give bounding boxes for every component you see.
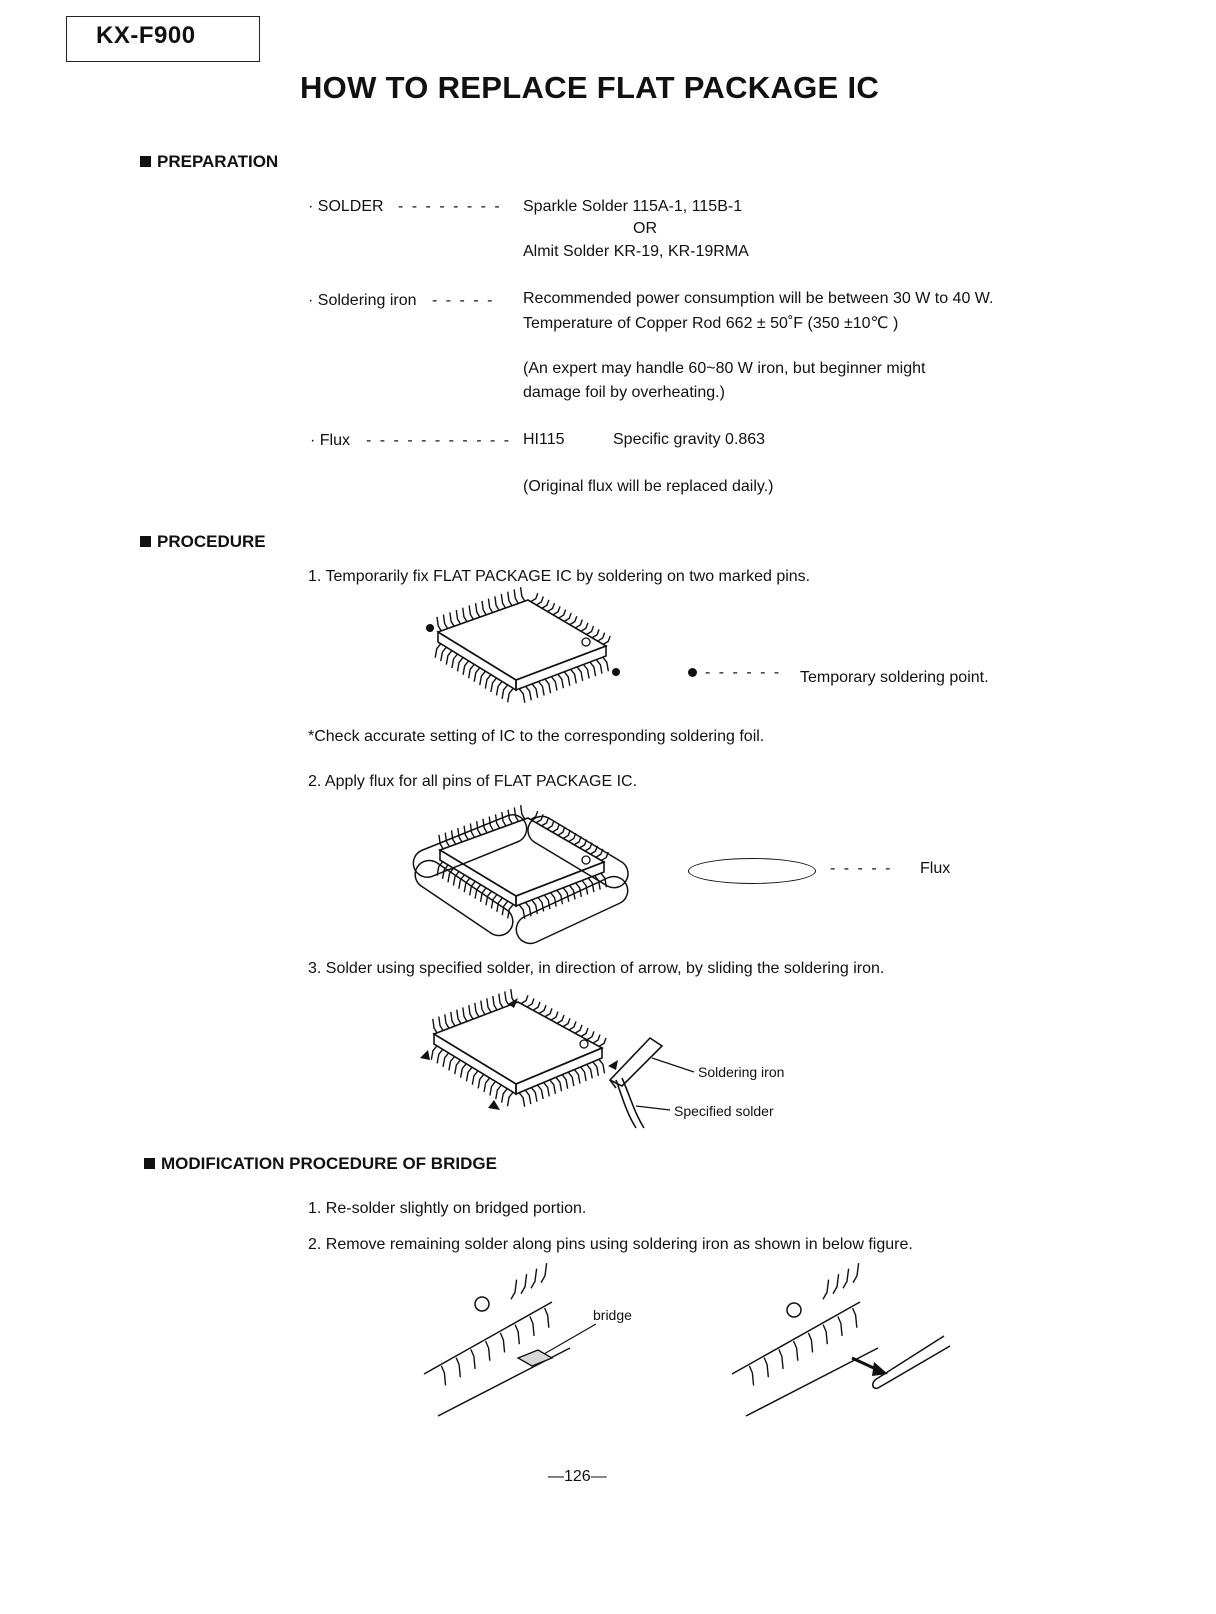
model-number: KX-F900 — [96, 22, 196, 49]
solder-line1: Sparkle Solder 115A-1, 115B-1 — [523, 198, 743, 215]
iron-leader: - - - - - — [432, 292, 495, 309]
iron-note1: (An expert may handle 60~80 W iron, but beginner might — [523, 360, 926, 377]
flux-legend: Flux — [920, 860, 951, 877]
procedure-step2: 2. Apply flux for all pins of FLAT PACKAGE IC. — [308, 773, 638, 790]
bridge-step1: 1. Re-solder slightly on bridged portion. — [308, 1200, 587, 1217]
procedure-step1: 1. Temporarily fix FLAT PACKAGE IC by soldering on two marked pins. — [308, 568, 811, 585]
page-number: 126 — [564, 1468, 591, 1485]
ic-figure-temporary — [410, 588, 640, 718]
temporary-leader: - - - - - - — [705, 664, 782, 681]
flux-leader: - - - - - - - - - - - — [366, 432, 512, 449]
flux-legend-outline — [688, 858, 816, 884]
page-title: HOW TO REPLACE FLAT PACKAGE IC — [300, 70, 880, 105]
bridge-step2: 2. Remove remaining solder along pins using soldering iron as shown in below figure. — [308, 1236, 913, 1253]
temporary-point-marker — [688, 668, 697, 677]
page-number-wrap — [548, 1468, 607, 1486]
bridge-removal-figure — [728, 1266, 968, 1426]
page-dash-right: — — [590, 1468, 607, 1485]
procedure-step3: 3. Solder using specified solder, in direction of arrow, by sliding the soldering iron. — [308, 960, 885, 977]
flux-note: (Original flux will be replaced daily.) — [523, 478, 774, 495]
flux-label: · Flux — [310, 432, 350, 449]
flux-legend-leader: - - - - - — [830, 860, 893, 877]
bridge-figure — [420, 1266, 660, 1426]
bridge-heading: MODIFICATION PROCEDURE OF BRIDGE — [144, 1154, 497, 1174]
procedure-heading: PROCEDURE — [140, 532, 266, 552]
iron-line1: Recommended power consumption will be between 30 W to 40 W. — [523, 290, 994, 307]
flux-value: HI115 — [523, 431, 565, 448]
label-soldering-iron: Soldering iron — [698, 1064, 785, 1080]
temporary-legend: Temporary soldering point. — [800, 669, 989, 686]
flux-gravity: Specific gravity 0.863 — [613, 431, 766, 448]
ic-figure-flux — [406, 796, 646, 952]
iron-label: · Soldering iron — [308, 292, 417, 309]
label-specified-solder: Specified solder — [674, 1103, 774, 1119]
page-dash-left: — — [548, 1468, 564, 1485]
solder-line2: Almit Solder KR-19, KR-19RMA — [523, 243, 749, 260]
solder-or: OR — [633, 220, 657, 237]
solder-label: · SOLDER — [308, 198, 384, 215]
bridge-label: bridge — [593, 1307, 632, 1323]
solder-leader: - - - - - - - - — [398, 198, 502, 215]
iron-note2: damage foil by overheating.) — [523, 384, 725, 401]
iron-line2: Temperature of Copper Rod 662 ± 50˚F (350 ±10℃ ) — [523, 315, 899, 332]
check-note: *Check accurate setting of IC to the corresponding soldering foil. — [308, 728, 765, 745]
preparation-heading: PREPARATION — [140, 152, 278, 172]
